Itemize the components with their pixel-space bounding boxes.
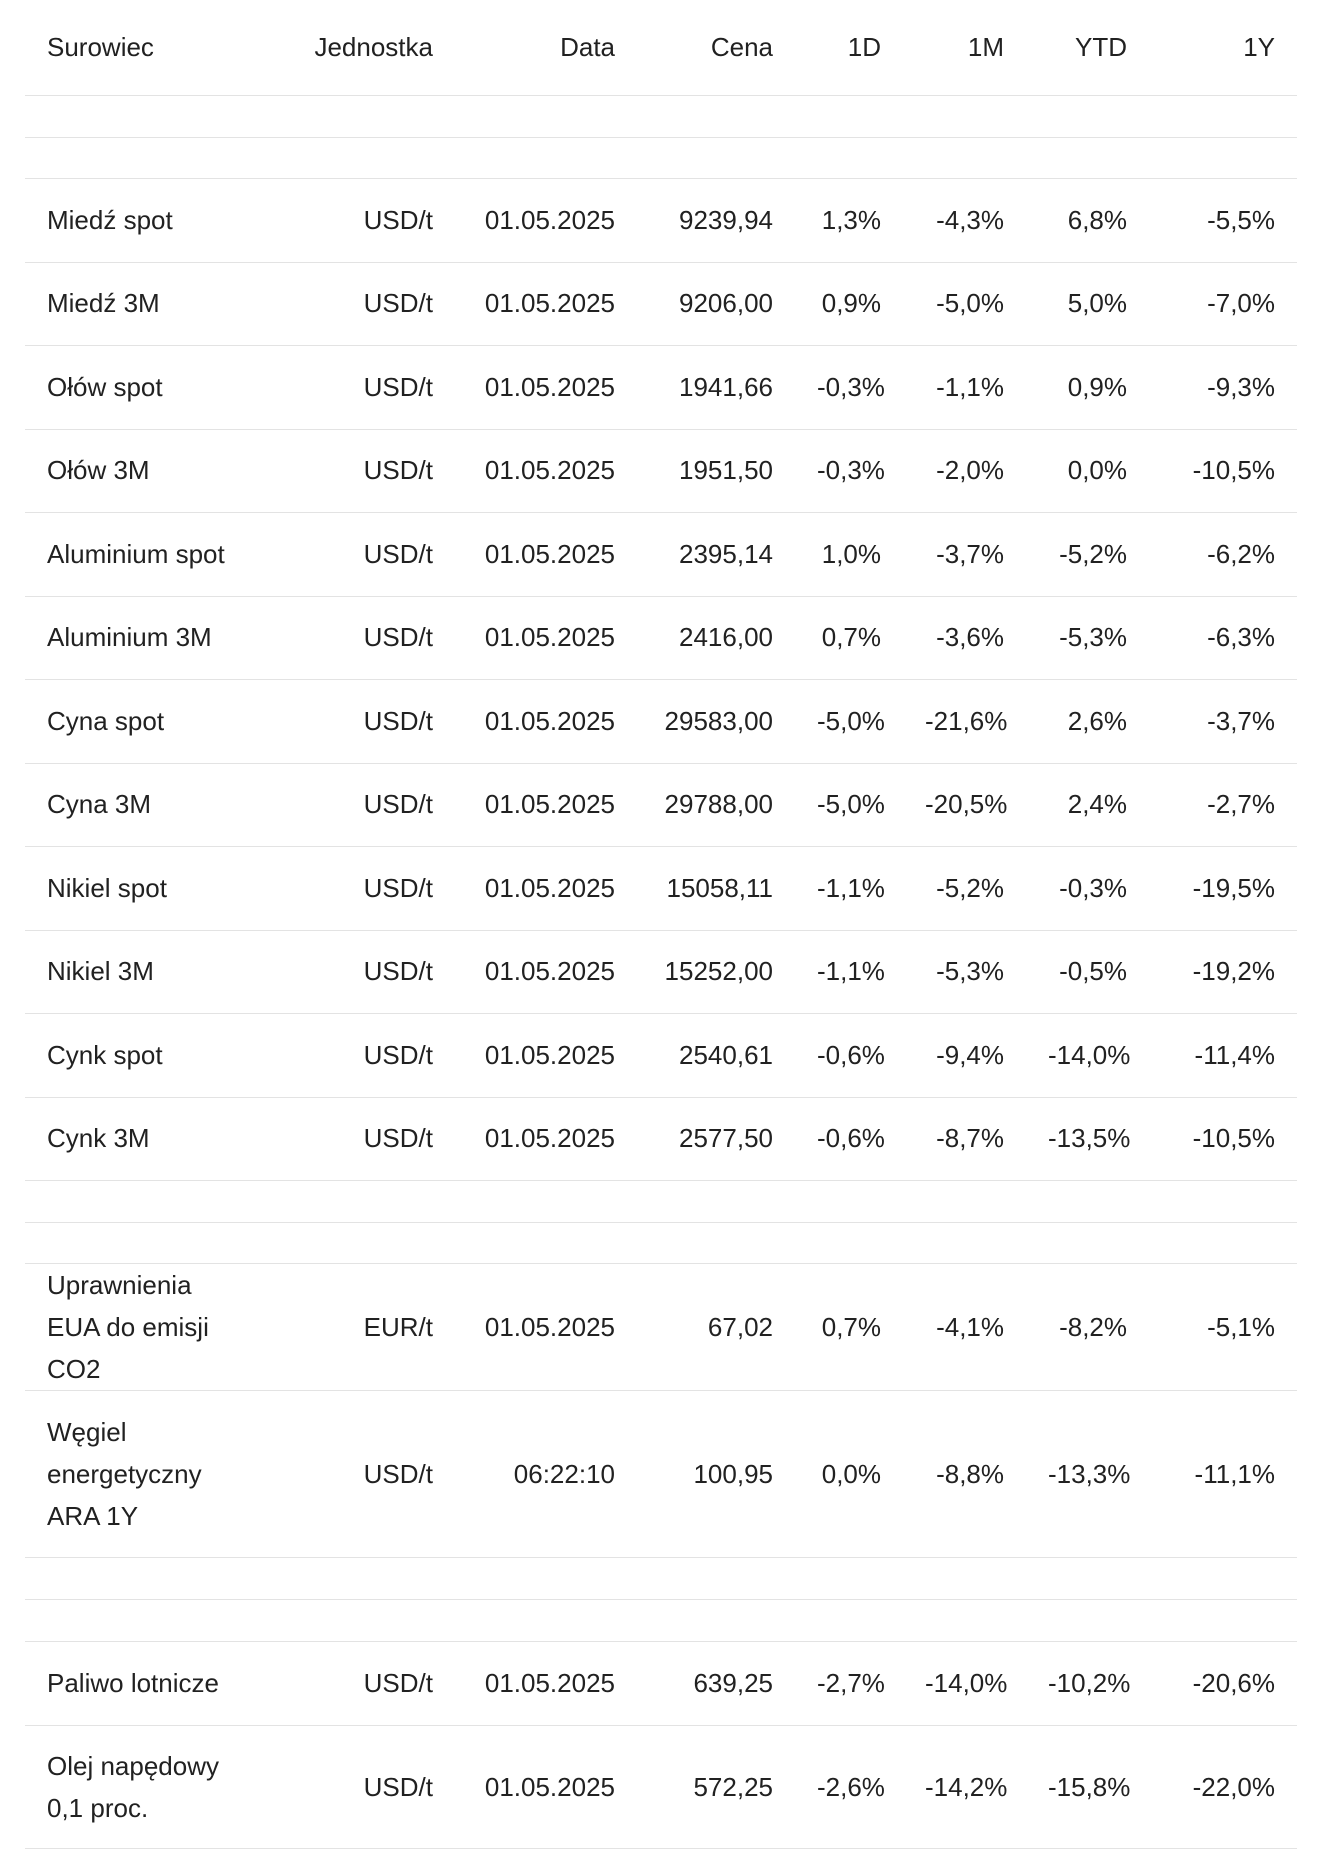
cell-unit: USD/t [265,262,455,346]
cell-1y: -10,5% [1149,429,1297,513]
cell-1d: -0,6% [795,1014,903,1098]
cell-ytd: -13,3% [1026,1391,1149,1558]
cell-price: 572,25 [637,1725,795,1848]
cell-1d: 0,0% [795,1391,903,1558]
cell-date: 01.05.2025 [455,1014,637,1098]
cell-1m: -20,5% [903,763,1026,847]
cell-price: 15252,00 [637,930,795,1014]
cell-name: Uprawnienia EUA do emisji CO2 [25,1264,265,1391]
cell-name: Paliwo lotnicze [25,1642,265,1726]
cell-1d: 1,3% [795,179,903,263]
cell-unit: USD/t [265,1391,455,1558]
column-header-1m[interactable]: 1M [903,0,1026,96]
cell-date: 01.05.2025 [455,179,637,263]
cell-name: Cyna spot [25,680,265,764]
cell-ytd: -10,2% [1026,1642,1149,1726]
cell-1y: -11,1% [1149,1391,1297,1558]
cell-name: Nikiel spot [25,847,265,931]
cell-date: 01.05.2025 [455,346,637,430]
table-row [25,1725,1297,1848]
cell-name: Aluminium 3M [25,596,265,680]
cell-name: Miedź 3M [25,262,265,346]
cell-1y: -6,2% [1149,513,1297,597]
column-header-ytd[interactable]: YTD [1026,0,1149,96]
cell-1m: -4,3% [903,179,1026,263]
cell-date: 01.05.2025 [455,763,637,847]
cell-price: 2395,14 [637,513,795,597]
cell-1m: -14,2% [903,1725,1026,1848]
cell-1d: -0,3% [795,346,903,430]
cell-unit: USD/t [265,930,455,1014]
cell-unit: USD/t [265,847,455,931]
cell-price: 29583,00 [637,680,795,764]
cell-1d: 0,7% [795,596,903,680]
column-header-unit[interactable]: Jednostka [265,0,455,96]
cell-ytd: 0,9% [1026,346,1149,430]
column-header-date[interactable]: Data [455,0,637,96]
cell-1y: -19,2% [1149,930,1297,1014]
cell-ytd: 2,6% [1026,680,1149,764]
column-header-name[interactable]: Surowiec [25,0,265,96]
header-row [25,0,1297,96]
cell-1y: -10,5% [1149,1097,1297,1181]
cell-date: 01.05.2025 [455,429,637,513]
cell-ytd: 5,0% [1026,262,1149,346]
table-row [25,429,1297,513]
cell-name: Cynk 3M [25,1097,265,1181]
cell-name: Ołów 3M [25,429,265,513]
cell-ytd: -15,8% [1026,1725,1149,1848]
table-row [25,847,1297,931]
cell-date: 01.05.2025 [455,1725,637,1848]
cell-1d: -1,1% [795,847,903,931]
section-divider [25,1600,1297,1642]
cell-1m: -8,8% [903,1391,1026,1558]
table-row [25,1391,1297,1558]
table-row [25,763,1297,847]
divider-cell [25,1558,1297,1600]
table-row [25,1097,1297,1181]
cell-price: 67,02 [637,1264,795,1391]
cell-1d: 1,0% [795,513,903,597]
cell-1m: -8,7% [903,1097,1026,1181]
cell-price: 100,95 [637,1391,795,1558]
section-divider [25,1558,1297,1600]
table-row [25,1264,1297,1391]
cell-date: 01.05.2025 [455,513,637,597]
cell-unit: EUR/t [265,1264,455,1391]
cell-unit: USD/t [265,429,455,513]
table-body [25,96,1297,1849]
cell-unit: USD/t [265,346,455,430]
divider-cell [25,1181,1297,1223]
cell-date: 01.05.2025 [455,680,637,764]
cell-1m: -5,2% [903,847,1026,931]
table-header [25,0,1297,96]
cell-1y: -9,3% [1149,346,1297,430]
divider-cell [25,1600,1297,1642]
cell-price: 15058,11 [637,847,795,931]
cell-name: Olej napędowy 0,1 proc. [25,1725,265,1848]
section-divider [25,1222,1297,1264]
cell-1d: -5,0% [795,680,903,764]
column-header-1y[interactable]: 1Y [1149,0,1297,96]
cell-date: 01.05.2025 [455,847,637,931]
cell-name: Aluminium spot [25,513,265,597]
cell-ytd: 0,0% [1026,429,1149,513]
cell-1d: -5,0% [795,763,903,847]
cell-ytd: -8,2% [1026,1264,1149,1391]
cell-name: Cyna 3M [25,763,265,847]
cell-price: 1951,50 [637,429,795,513]
cell-ytd: 2,4% [1026,763,1149,847]
table-row [25,513,1297,597]
section-divider [25,96,1297,138]
column-header-1d[interactable]: 1D [795,0,903,96]
table-row [25,1014,1297,1098]
cell-date: 01.05.2025 [455,930,637,1014]
cell-date: 01.05.2025 [455,1097,637,1181]
cell-price: 9239,94 [637,179,795,263]
cell-1d: 0,7% [795,1264,903,1391]
cell-ytd: -5,2% [1026,513,1149,597]
cell-1m: -1,1% [903,346,1026,430]
cell-1y: -6,3% [1149,596,1297,680]
divider-cell [25,1222,1297,1264]
cell-price: 29788,00 [637,763,795,847]
cell-price: 1941,66 [637,346,795,430]
cell-date: 06:22:10 [455,1391,637,1558]
cell-1y: -11,4% [1149,1014,1297,1098]
cell-unit: USD/t [265,179,455,263]
cell-1y: -2,7% [1149,763,1297,847]
cell-price: 2577,50 [637,1097,795,1181]
cell-unit: USD/t [265,1097,455,1181]
cell-date: 01.05.2025 [455,596,637,680]
table-row [25,346,1297,430]
cell-1m: -3,6% [903,596,1026,680]
cell-price: 639,25 [637,1642,795,1726]
cell-1m: -4,1% [903,1264,1026,1391]
cell-1d: -0,6% [795,1097,903,1181]
table-row [25,1642,1297,1726]
cell-1m: -5,0% [903,262,1026,346]
cell-1m: -2,0% [903,429,1026,513]
cell-price: 2416,00 [637,596,795,680]
cell-unit: USD/t [265,1014,455,1098]
table-row [25,262,1297,346]
table-row [25,596,1297,680]
cell-1y: -3,7% [1149,680,1297,764]
cell-price: 9206,00 [637,262,795,346]
cell-1y: -22,0% [1149,1725,1297,1848]
cell-1d: -0,3% [795,429,903,513]
cell-1m: -14,0% [903,1642,1026,1726]
cell-date: 01.05.2025 [455,1264,637,1391]
table-row [25,930,1297,1014]
cell-unit: USD/t [265,680,455,764]
cell-1d: -2,6% [795,1725,903,1848]
divider-cell [25,137,1297,179]
cell-1y: -19,5% [1149,847,1297,931]
table-row [25,179,1297,263]
cell-1d: -1,1% [795,930,903,1014]
cell-1m: -5,3% [903,930,1026,1014]
column-header-price[interactable]: Cena [637,0,795,96]
cell-unit: USD/t [265,763,455,847]
cell-ytd: -0,5% [1026,930,1149,1014]
cell-ytd: -14,0% [1026,1014,1149,1098]
cell-date: 01.05.2025 [455,262,637,346]
cell-ytd: -13,5% [1026,1097,1149,1181]
cell-name: Ołów spot [25,346,265,430]
section-divider [25,137,1297,179]
cell-name: Nikiel 3M [25,930,265,1014]
cell-unit: USD/t [265,1642,455,1726]
cell-1m: -3,7% [903,513,1026,597]
section-divider [25,1181,1297,1223]
cell-1y: -20,6% [1149,1642,1297,1726]
table-row [25,680,1297,764]
cell-1y: -5,1% [1149,1264,1297,1391]
cell-unit: USD/t [265,513,455,597]
cell-1d: -2,7% [795,1642,903,1726]
commodities-table [25,0,1297,1849]
cell-ytd: -5,3% [1026,596,1149,680]
cell-name: Cynk spot [25,1014,265,1098]
cell-unit: USD/t [265,1725,455,1848]
cell-1y: -7,0% [1149,262,1297,346]
cell-1d: 0,9% [795,262,903,346]
cell-date: 01.05.2025 [455,1642,637,1726]
cell-name: Miedź spot [25,179,265,263]
cell-1m: -21,6% [903,680,1026,764]
cell-ytd: 6,8% [1026,179,1149,263]
cell-1m: -9,4% [903,1014,1026,1098]
cell-1y: -5,5% [1149,179,1297,263]
cell-name: Węgiel energetyczny ARA 1Y [25,1391,265,1558]
cell-price: 2540,61 [637,1014,795,1098]
cell-unit: USD/t [265,596,455,680]
divider-cell [25,96,1297,138]
cell-ytd: -0,3% [1026,847,1149,931]
